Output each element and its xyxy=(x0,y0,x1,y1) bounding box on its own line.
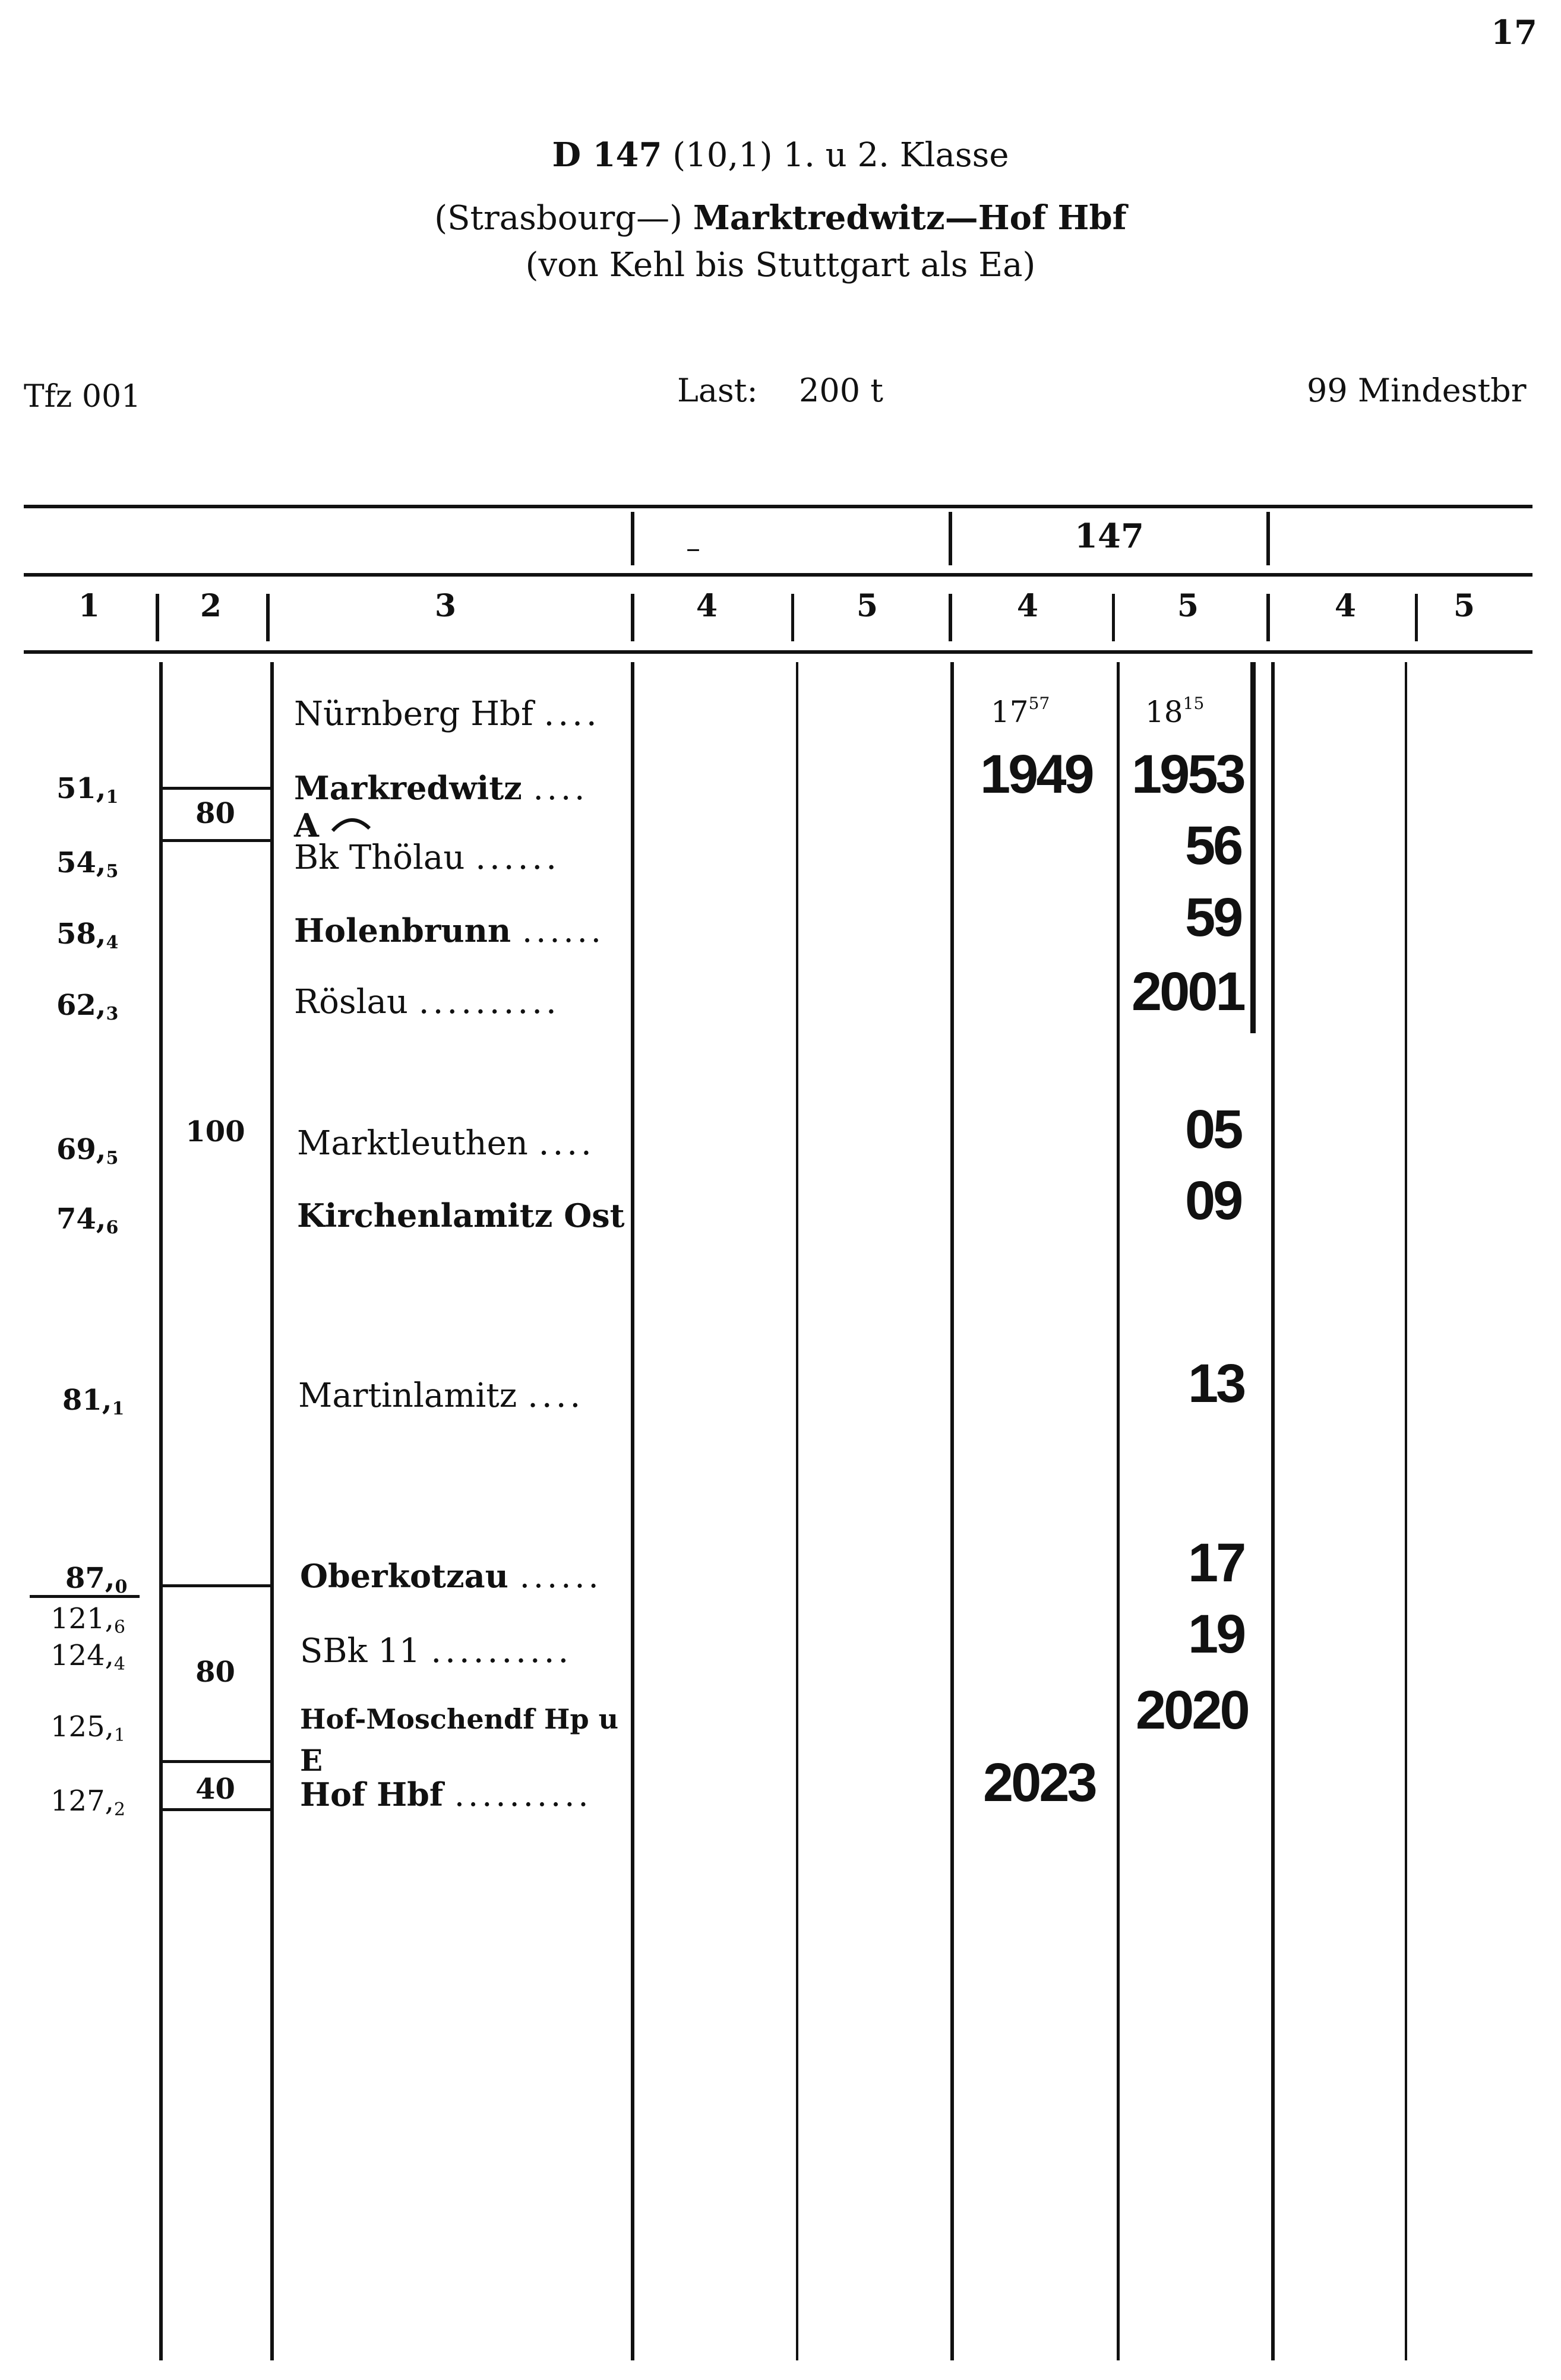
hdr-sep-6 xyxy=(1112,594,1115,641)
dep-column-bar xyxy=(1250,662,1256,1033)
col-header-4c: 4 xyxy=(1334,588,1357,624)
station-holenbrunn: Holenbrunn ...... xyxy=(294,912,605,950)
body-line-7 xyxy=(1271,662,1275,2360)
nuernberg-arr: $17^{57}$ xyxy=(991,694,1050,729)
marktleuthen-dep: 05 xyxy=(1185,1099,1241,1160)
body-line-6 xyxy=(1117,662,1120,2360)
tfz-label: Tfz 001 xyxy=(24,379,141,414)
column-header-rule xyxy=(24,650,1532,654)
hdr-sep-3 xyxy=(631,594,634,641)
col-header-2: 2 xyxy=(200,588,222,624)
roeslau-dep: 2001 xyxy=(1132,961,1244,1022)
page-number: 17 xyxy=(1491,13,1537,52)
thoelau-dep: 56 xyxy=(1185,815,1241,876)
speed-80-a: 80 xyxy=(195,797,235,830)
speed-40: 40 xyxy=(195,1773,235,1806)
brake-label: 99 Mindestbr xyxy=(1307,372,1527,409)
speed-rule-5 xyxy=(160,1808,270,1811)
km-hofmoschendf: $125,_1$ xyxy=(50,1710,125,1746)
route-note: (von Kehl bis Stuttgart als Ea) xyxy=(525,246,1036,284)
col-header-5b: 5 xyxy=(1177,588,1199,624)
col-header-3: 3 xyxy=(434,588,457,624)
train-number: D 147 xyxy=(552,135,662,175)
col-header-5a: 5 xyxy=(856,588,879,624)
hofmoschendf-e-label: E xyxy=(300,1743,323,1778)
km-sbk11: $124,_4$ xyxy=(50,1639,125,1675)
col-header-4b: 4 xyxy=(1016,588,1039,624)
station-thoelau: Bk Thölau ...... xyxy=(294,838,561,877)
turnaround-arc-icon xyxy=(330,814,372,832)
speed-rule-2 xyxy=(160,839,270,842)
last-value: 200 t xyxy=(799,372,883,409)
speed-80-b: 80 xyxy=(195,1656,235,1689)
col-header-4a: 4 xyxy=(696,588,718,624)
km-oberkotzau: $87,_0$ xyxy=(65,1562,128,1597)
col-header-1: 1 xyxy=(78,588,100,624)
hdr-sep-4 xyxy=(791,594,794,641)
markredwitz-a-label: A xyxy=(294,806,372,844)
body-line-1 xyxy=(159,662,163,2360)
holenbrunn-dep: 59 xyxy=(1185,887,1241,948)
station-oberkotzau: Oberkotzau ...... xyxy=(300,1557,602,1595)
last-label: Last: xyxy=(677,372,758,409)
body-line-4 xyxy=(796,662,798,2360)
speed-100: 100 xyxy=(185,1115,245,1148)
route-prefix: (Strasbourg—) xyxy=(434,199,682,238)
km-holenbrunn: $58,_4$ xyxy=(56,917,119,953)
sbk11-dep: 19 xyxy=(1188,1604,1244,1664)
station-hofhbf: Hof Hbf .......... xyxy=(300,1775,592,1814)
hdr-sep-7 xyxy=(1266,594,1270,641)
markredwitz-dep: 1953 xyxy=(1132,744,1244,805)
route-title xyxy=(0,198,1561,238)
hdr-sep-5 xyxy=(949,594,952,641)
station-kirchenlamitz: Kirchenlamitz Ost xyxy=(297,1197,625,1235)
route-main: Marktredwitz—Hof Hbf xyxy=(693,198,1127,238)
station-nuernberg: Nürnberg Hbf .... xyxy=(294,695,601,733)
station-roeslau: Röslau .......... xyxy=(294,983,560,1021)
group-left-label: – xyxy=(686,531,700,565)
speed-rule-1 xyxy=(160,787,270,790)
body-line-2 xyxy=(270,662,274,2360)
km-markredwitz: $51,_1$ xyxy=(56,772,119,808)
markredwitz-arr: 1949 xyxy=(980,744,1092,805)
station-martinlamitz: Martinlamitz .... xyxy=(298,1376,584,1415)
group-sep-1 xyxy=(631,512,634,565)
hdr-sep-8 xyxy=(1415,594,1418,641)
km-121: $121,_6$ xyxy=(50,1602,125,1638)
km-marktleuthen: $69,_5$ xyxy=(56,1133,119,1169)
km-hofhbf: $127,_2$ xyxy=(50,1784,125,1820)
body-line-8 xyxy=(1405,662,1407,2360)
kirchenlamitz-dep: 09 xyxy=(1185,1170,1241,1231)
station-marktleuthen: Marktleuthen .... xyxy=(297,1124,595,1163)
speed-rule-4 xyxy=(160,1760,270,1763)
group-header-rule xyxy=(24,573,1532,577)
body-line-3 xyxy=(631,662,634,2360)
hofmoschendf-dep: 2020 xyxy=(1136,1680,1248,1740)
station-hofmoschendf: Hof-Moschendf Hp u xyxy=(300,1703,619,1735)
km-kirchenlamitz: $74,_6$ xyxy=(56,1202,119,1238)
group-mid-label: 147 xyxy=(1075,517,1144,556)
martinlamitz-dep: 13 xyxy=(1188,1353,1244,1414)
body-line-5 xyxy=(950,662,954,2360)
hofhbf-arr: 2023 xyxy=(983,1752,1095,1813)
table-top-rule xyxy=(24,505,1532,508)
hdr-sep-2 xyxy=(266,594,270,641)
hdr-sep-1 xyxy=(156,594,159,641)
speed-rule-3 xyxy=(160,1584,270,1587)
km-thoelau: $54,_5$ xyxy=(56,846,119,882)
train-class: (10,1) 1. u 2. Klasse xyxy=(672,136,1009,175)
train-title xyxy=(0,135,1561,175)
oberkotzau-dep: 17 xyxy=(1188,1533,1244,1593)
col-header-5c: 5 xyxy=(1453,588,1475,624)
km-martinlamitz: $81,_1$ xyxy=(62,1384,125,1419)
nuernberg-dep: $18^{15}$ xyxy=(1145,694,1205,729)
station-markredwitz: Markredwitz .... xyxy=(294,769,589,807)
station-sbk11: SBk 11 .......... xyxy=(300,1632,573,1670)
km-roeslau: $62,_3$ xyxy=(56,989,119,1024)
